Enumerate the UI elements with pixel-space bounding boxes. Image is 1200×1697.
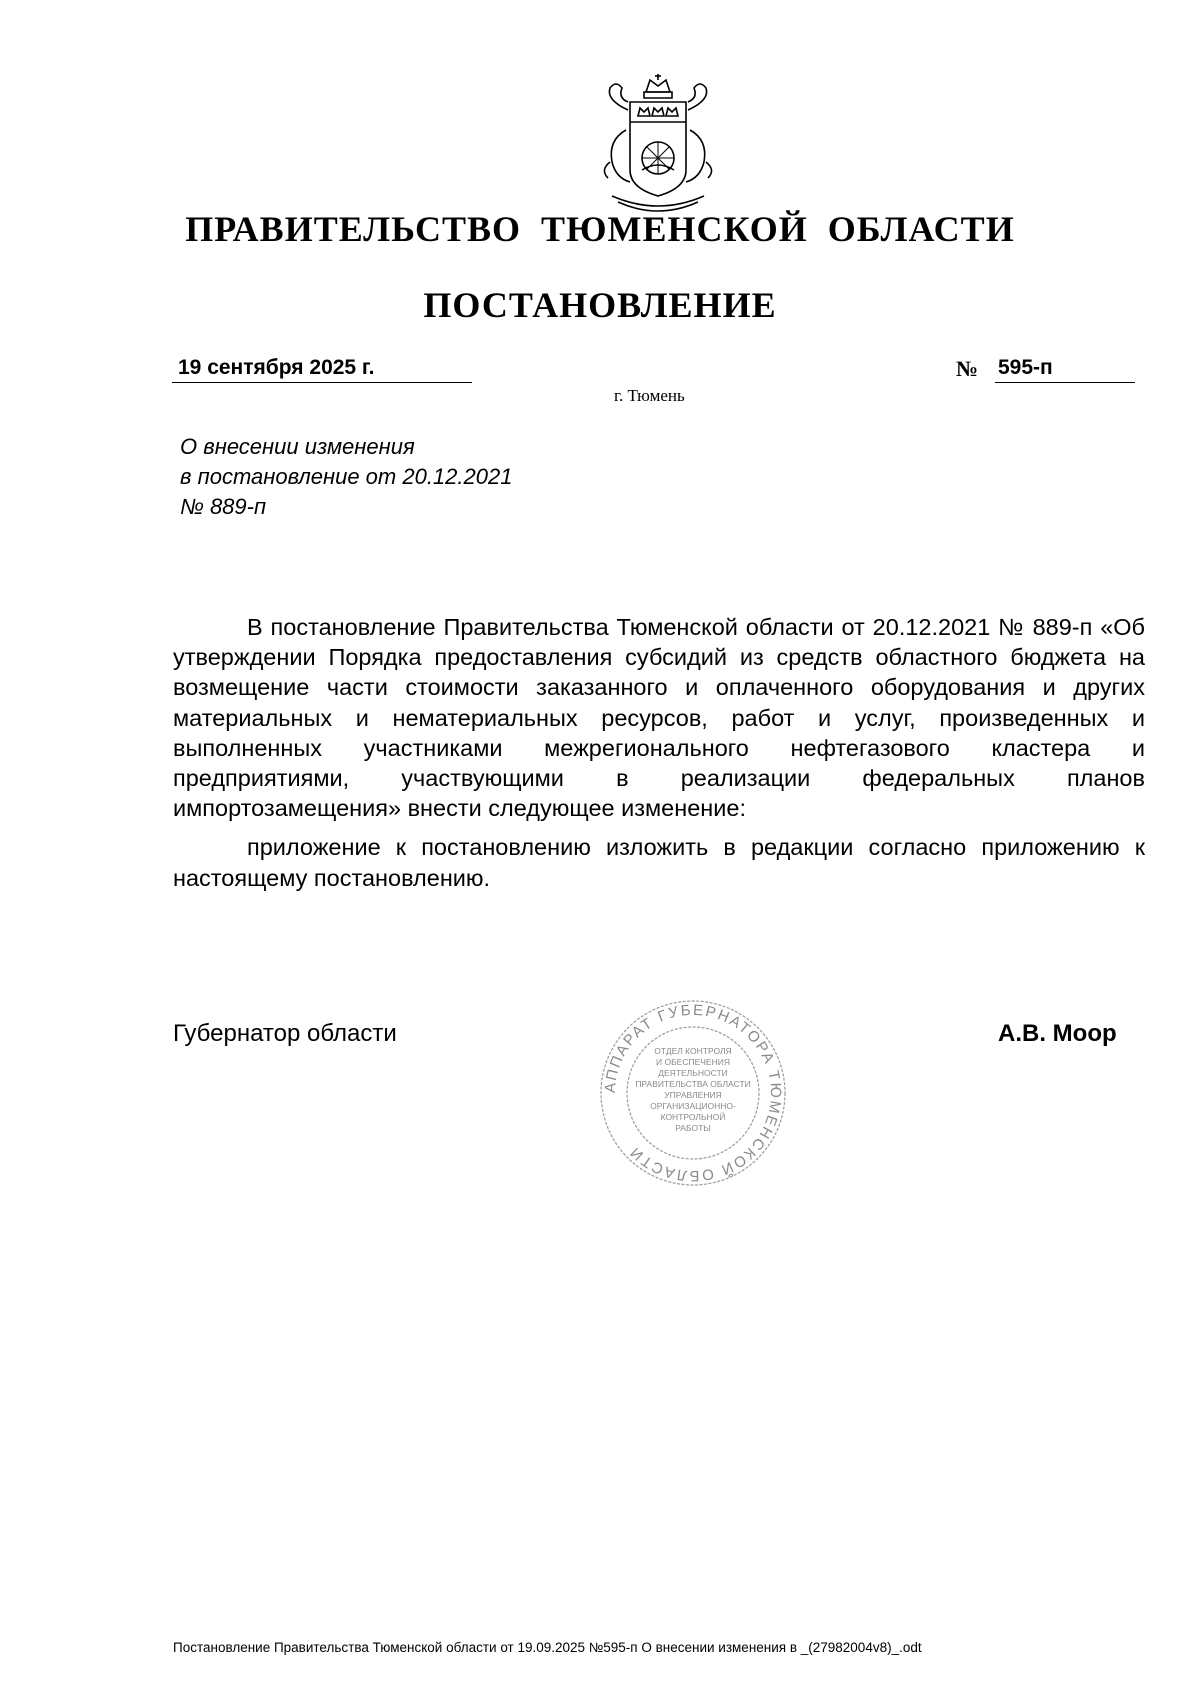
seal-line: ОРГАНИЗАЦИОННО-	[650, 1101, 736, 1111]
seal-line: ОТДЕЛ КОНТРОЛЯ	[654, 1046, 732, 1056]
document-body	[173, 612, 1145, 893]
seal-line: УПРАВЛЕНИЯ	[664, 1090, 722, 1100]
document-subject	[180, 432, 512, 522]
date-underline	[172, 382, 472, 383]
document-footer: Постановление Правительства Тюменской области от 19.09.2025 №595-п О внесении изменения в _(27982004v8)_.odt	[173, 1640, 922, 1655]
body-paragraph: приложение к постановлению изложить в редакции согласно приложению к настоящему постановлению.	[173, 834, 1145, 891]
seal-outer-text: АППАРАТ ГУБЕРНАТОРА ТЮМЕНСКОЙ ОБЛАСТИ	[601, 1001, 785, 1185]
seal-line: ПРАВИТЕЛЬСТВА ОБЛАСТИ	[635, 1079, 751, 1089]
seal-line: ДЕЯТЕЛЬНОСТИ	[658, 1068, 728, 1078]
number-sign: №	[956, 356, 979, 381]
subject-line: О внесении изменения	[180, 434, 415, 459]
coat-of-arms-icon	[588, 70, 728, 220]
subject-line: № 889-п	[180, 494, 267, 519]
document-number: 595-п	[998, 356, 1053, 379]
authority-title: ПРАВИТЕЛЬСТВО ТЮМЕНСКОЙ ОБЛАСТИ	[185, 209, 1015, 249]
number-underline	[995, 382, 1135, 383]
city-name: г. Тюмень	[614, 386, 685, 405]
subject-line: в постановление от 20.12.2021	[180, 464, 513, 489]
official-seal-icon	[598, 998, 788, 1188]
document-date: 19 сентября 2025 г.	[178, 356, 375, 379]
signatory-name: А.В. Моор	[998, 1020, 1117, 1047]
document-type-title: ПОСТАНОВЛЕНИЕ	[423, 285, 777, 325]
body-paragraph: В постановление Правительства Тюменской области от 20.12.2021 № 889-п «Об утверждении Порядка предоставления субсидий из средств областного бюджета на возмещение части стоимости заказанного и оплаченного оборудования и других материальных и нематериальных ресурсов, работ и услуг, произведенных и выполненных участниками межрегионального нефтегазового кластера и предприятиями, участвующими в реализации федеральных планов импортозамещения» внести следующее изменение:	[173, 614, 1145, 822]
seal-line: КОНТРОЛЬНОЙ	[660, 1112, 726, 1122]
signatory-position: Губернатор области	[173, 1020, 397, 1047]
seal-line: И ОБЕСПЕЧЕНИЯ	[656, 1057, 730, 1067]
seal-line: РАБОТЫ	[675, 1123, 711, 1133]
